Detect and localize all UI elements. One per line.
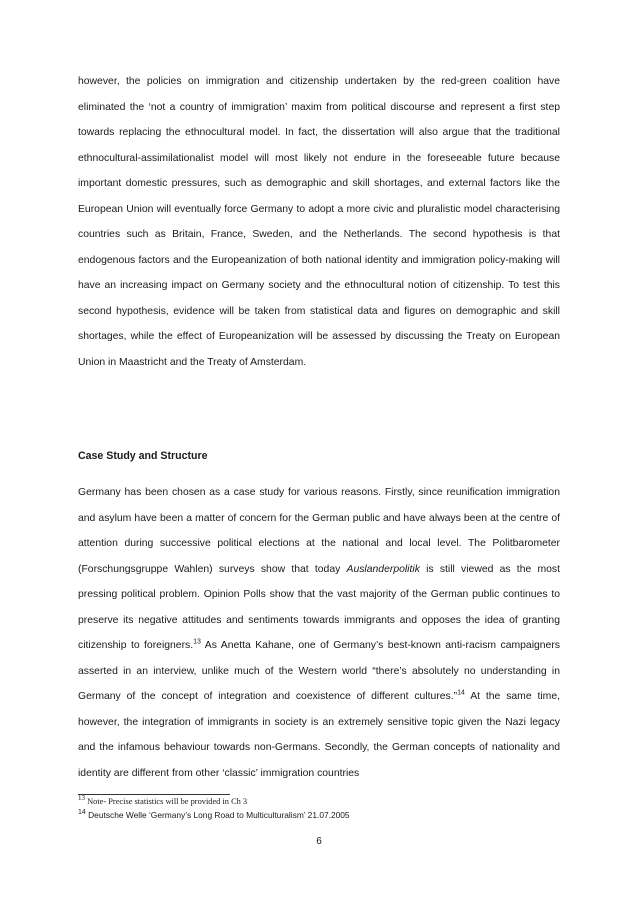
paragraph-hypothesis: however, the policies on immigration and citizenship undertaken by the red-green coalition have eliminated the ‘not a country of immigration’ maxim from political discourse and represent a first step towards replacing the ethnocultural model. In fact, the dissertation will also argue that the traditional ethnocultural-assimilationalist model will most likely not endure in the foreseeable future because important domestic pressures, such as demographic and skill shortages, and external factors like the European Union will eventually force Germany to adopt a more civic and pluralistic model characterising countries such as Britain, France, Sweden, and the Netherlands. The second hypothesis is that endogenous factors and the Europeanization of both national identity and immigration policy-making will have an increasing impact on Germany society and the ethnocultural notion of citizenship. To test this second hypothesis, evidence will be taken from statistical data and figures on demographic and skill shortages, while the effect of Europeanization will be assessed by discussing the Treaty on European Union in Maastricht and the Treaty of Amsterdam. [78,76,560,368]
footnote-text: Note- Precise statistics will be provided in Ch 3 [85,797,248,806]
footnote-divider [78,794,230,795]
footnote-ref-14[interactable]: 14 [457,689,465,697]
body-paragraph-1 [78,69,560,375]
text-run: is still viewed as the most pressing political problem. Opinion Polls show that the vast majority of the German public continues to preserve its negative attitudes and sentiments towards immigrants and opposes the idea of granting citizenship to foreigners. [78,563,560,651]
footnote-14 [78,810,350,820]
section-heading: Case Study and Structure [78,450,208,462]
footnote-text: Deutsche Welle ‘Germany’s Long Road to Multiculturalism’ 21.07.2005 [85,810,350,820]
italic-term: Auslanderpolitik [346,563,420,575]
footnote-mark: 13 [78,794,85,803]
page-number: 6 [316,836,322,847]
text-run: Germany has been chosen as a case study for various reasons. Firstly, since reunification immigration and asylum have been a matter of concern for the German public and have always been at the centre of attention during successive political elections at the national and local level. The Politbarometer (Forschungsgruppe Wahlen) surveys show that today [78,487,560,575]
footnote-ref-13[interactable]: 13 [193,638,201,646]
text-run: At the same time, however, the integration of immigrants in society is an extremely sensitive topic given the Nazi legacy and the infamous behaviour towards non-Germans. Secondly, the German concepts of nationality and identity are different from other ‘classic’ immigration countries [78,691,560,779]
text-run: As Anetta Kahane, one of Germany’s best-known anti-racism campaigners asserted in an interview, unlike much of the Western world “there’s absolutely no understanding in Germany of the concept of integration and coexistence of different cultures.” [78,640,560,702]
paragraph-case-study [78,480,560,786]
footnote-13 [78,794,248,806]
footnote-mark: 14 [78,809,86,817]
